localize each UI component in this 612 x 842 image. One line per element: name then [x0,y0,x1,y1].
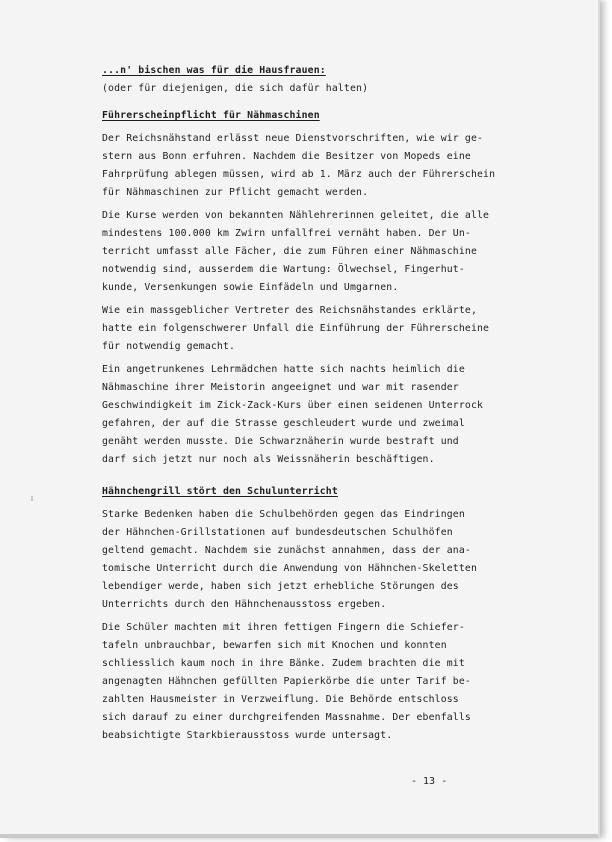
text-line: Die Schüler machten mit ihren fettigen Fingern die Schiefer- [102,622,465,633]
text-line: tomische Unterricht durch die Anwendung von Hähnchen-Skeletten [102,563,477,574]
text-line: lebendiger werde, haben sich jetzt erhebliche Störungen des [102,581,459,592]
text-line: darf sich jetzt nur noch als Weissnäherin beschäftigen. [102,454,435,465]
text-line: beabsichtigte Starkbierausstoss wurde untersagt. [102,730,393,741]
text-line: Fahrprüfung ablegen müssen, wird ab 1. März auch der Führerschein [102,169,496,180]
text-line: stern aus Bonn erfuhren. Nachdem die Besitzer von Mopeds eine [102,151,471,162]
section1-title: Führerscheinpflicht für Nähmaschinen [102,110,320,121]
text-line: notwendig sind, ausserdem die Wartung: Ölwechsel, Fingerhut- [102,264,465,275]
text-line: genäht werden musste. Die Schwarznäherin wurde bestraft und [102,436,459,447]
text-line: Unterrichts durch den Hähnchenausstoss ergeben. [102,599,387,610]
intro-subheading: (oder für diejenigen, die sich dafür halten) [102,83,369,94]
text-line: schliesslich kaum noch in ihre Bänke. Zudem brachten die mit [102,658,465,669]
text-line: Die Kurse werden von bekannten Nählehrerinnen geleitet, die alle [102,210,490,221]
text-line: tafeln unbrauchbar, bewarfen sich mit Knochen und konnten [102,640,447,651]
text-line: Wie ein massgeblicher Vertreter des Reichsnähstandes erklärte, [102,305,477,316]
text-line: terricht umfasst alle Fächer, die zum Führen einer Nähmaschine [102,246,477,257]
text-line: zahlten Hausmeister in Verzweiflung. Die Behörde entschloss [102,694,459,705]
text-line: angenagten Hähnchen gefüllten Papierkörbe die unter Tarif be- [102,676,471,687]
text-line: Nähmaschine ihrer Meistorin angeeignet und war mit rasender [102,382,459,393]
text-line: für notwendig gemacht. [102,341,236,352]
section1-paragraph-3 [102,302,572,356]
text-line: gefahren, der auf die Strasse geschleudert wurde und zweimal [102,418,465,429]
text-line: Der Reichsnähstand erlässt neue Dienstvorschriften, wie wir ge- [102,133,484,144]
section1-paragraph-1 [102,130,572,202]
page-number: - 13 - [411,776,448,787]
page-content [102,62,572,745]
text-line: hatte ein folgenschwerer Unfall die Einführung der Führerscheine [102,323,490,334]
text-line: sich darauf zu einer durchgreifenden Massnahme. Der ebenfalls [102,712,471,723]
section2-paragraph-2 [102,619,572,745]
section2-paragraph-1 [102,506,572,614]
intro-heading: ...n' bischen was für die Hausfrauen: [102,65,326,76]
section2-title: Hähnchengrill stört den Schulunterricht [102,486,338,497]
section1-paragraph-2 [102,207,572,297]
text-line: geltend gemacht. Nachdem sie zunächst annahmen, dass der ana- [102,545,471,556]
text-line: Geschwindigkeit im Zick-Zack-Kurs über einen seidenen Unterrock [102,400,484,411]
text-line: für Nähmaschinen zur Pflicht gemacht werden. [102,187,369,198]
text-line: mindestens 100.000 km Zwirn unfallfrei vernäht haben. Der Un- [102,228,471,239]
margin-punch-mark [31,496,33,501]
text-line: kunde, Versenkungen sowie Einfädeln und Umgarnen. [102,282,399,293]
text-line: Starke Bedenken haben die Schulbehörden gegen das Eindringen [102,509,465,520]
section1-paragraph-4 [102,361,572,469]
text-line: der Hähnchen-Grillstationen auf bundesdeutschen Schulhöfen [102,527,453,538]
text-line: Ein angetrunkenes Lehrmädchen hatte sich nachts heimlich die [102,364,465,375]
